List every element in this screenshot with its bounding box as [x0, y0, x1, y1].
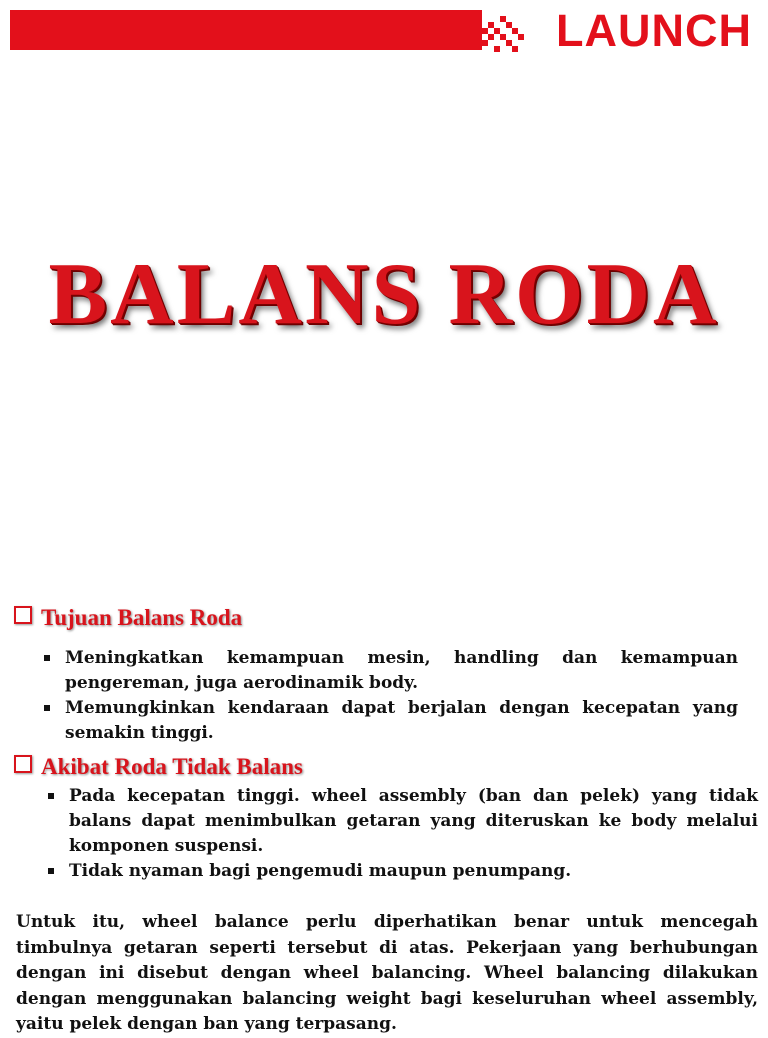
list-item: Tidak nyaman bagi pengemudi maupun penumpang. [46, 859, 758, 884]
checkbox-icon [14, 755, 32, 773]
list-item: Pada kecepatan tinggi. wheel assembly (ban dan pelek) yang tidak balans dapat menimbulkan getaran yang diteruskan ke body melalui komponen suspensi. [46, 784, 758, 859]
section-heading-akibat [14, 754, 303, 782]
checkbox-icon [14, 606, 32, 624]
list-item: Meningkatkan kemampuan mesin, handling dan kemampuan pengereman, juga aerodinamik body. [42, 646, 738, 696]
section-heading-label: Tujuan Balans Roda [41, 605, 243, 630]
bullet-list-tujuan [42, 646, 738, 746]
header-red-bar [10, 10, 482, 50]
checker-flag-icon [476, 16, 524, 52]
section-heading-tujuan [14, 605, 242, 633]
list-item: Memungkinkan kendaraan dapat berjalan dengan kecepatan yang semakin tinggi. [42, 696, 738, 746]
bullet-list-akibat [46, 784, 758, 884]
body-paragraph: Untuk itu, wheel balance perlu diperhatikan benar untuk mencegah timbulnya getaran seperti tersebut di atas. Pekerjaan yang berhubungan dengan ini disebut dengan wheel balancing. Wheel balancing dilakukan dengan menggunakan balancing weight bagi keseluruhan wheel assembly, yaitu pelek dengan ban yang terpasang. [16, 912, 758, 1034]
launch-logo: LAUNCH [556, 5, 752, 56]
section-heading-label: Akibat Roda Tidak Balans [41, 754, 303, 779]
slide-title: BALANS RODA [48, 246, 720, 343]
